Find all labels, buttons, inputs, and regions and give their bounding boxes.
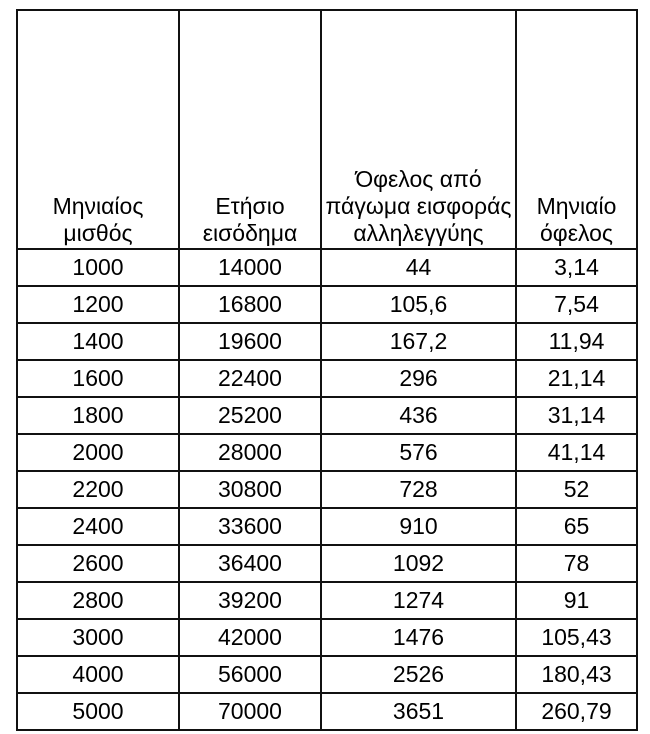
cell-monthly-benefit: 65 xyxy=(516,508,637,545)
cell-monthly-salary: 2400 xyxy=(17,508,179,545)
cell-annual-income: 39200 xyxy=(179,582,321,619)
cell-annual-income: 16800 xyxy=(179,286,321,323)
cell-monthly-salary: 4000 xyxy=(17,656,179,693)
cell-monthly-salary: 5000 xyxy=(17,693,179,730)
cell-monthly-benefit: 31,14 xyxy=(516,397,637,434)
cell-monthly-benefit: 260,79 xyxy=(516,693,637,730)
cell-monthly-salary: 2000 xyxy=(17,434,179,471)
cell-annual-income: 56000 xyxy=(179,656,321,693)
table-row xyxy=(17,286,637,323)
table-row xyxy=(17,323,637,360)
cell-solidarity-freeze-benefit: 105,6 xyxy=(321,286,516,323)
cell-annual-income: 22400 xyxy=(179,360,321,397)
cell-solidarity-freeze-benefit: 1274 xyxy=(321,582,516,619)
cell-annual-income: 36400 xyxy=(179,545,321,582)
cell-annual-income: 25200 xyxy=(179,397,321,434)
header-monthly-benefit: Μηνιαίο όφελος xyxy=(516,10,637,249)
cell-monthly-salary: 1000 xyxy=(17,249,179,286)
cell-monthly-benefit: 180,43 xyxy=(516,656,637,693)
cell-monthly-benefit: 41,14 xyxy=(516,434,637,471)
cell-annual-income: 42000 xyxy=(179,619,321,656)
cell-solidarity-freeze-benefit: 576 xyxy=(321,434,516,471)
table-row xyxy=(17,656,637,693)
cell-monthly-salary: 2800 xyxy=(17,582,179,619)
cell-monthly-benefit: 91 xyxy=(516,582,637,619)
cell-solidarity-freeze-benefit: 1092 xyxy=(321,545,516,582)
cell-monthly-salary: 1600 xyxy=(17,360,179,397)
cell-solidarity-freeze-benefit: 44 xyxy=(321,249,516,286)
cell-annual-income: 14000 xyxy=(179,249,321,286)
cell-solidarity-freeze-benefit: 728 xyxy=(321,471,516,508)
table-row xyxy=(17,397,637,434)
cell-monthly-benefit: 21,14 xyxy=(516,360,637,397)
table-row xyxy=(17,434,637,471)
salary-benefit-table xyxy=(16,9,638,731)
cell-monthly-salary: 3000 xyxy=(17,619,179,656)
header-solidarity-freeze-benefit: Όφελος από πάγωμα εισφοράς αλληλεγγύης xyxy=(321,10,516,249)
header-monthly-salary: Μηνιαίος μισθός xyxy=(17,10,179,249)
table-body xyxy=(17,249,637,730)
cell-solidarity-freeze-benefit: 2526 xyxy=(321,656,516,693)
cell-monthly-benefit: 52 xyxy=(516,471,637,508)
cell-monthly-benefit: 105,43 xyxy=(516,619,637,656)
cell-solidarity-freeze-benefit: 296 xyxy=(321,360,516,397)
table-row xyxy=(17,582,637,619)
cell-monthly-benefit: 3,14 xyxy=(516,249,637,286)
header-row xyxy=(17,10,637,249)
header-annual-income: Ετήσιο εισόδημα xyxy=(179,10,321,249)
cell-monthly-salary: 1800 xyxy=(17,397,179,434)
cell-monthly-salary: 1400 xyxy=(17,323,179,360)
cell-solidarity-freeze-benefit: 1476 xyxy=(321,619,516,656)
cell-monthly-benefit: 7,54 xyxy=(516,286,637,323)
table-row xyxy=(17,619,637,656)
cell-solidarity-freeze-benefit: 3651 xyxy=(321,693,516,730)
cell-monthly-salary: 2200 xyxy=(17,471,179,508)
cell-annual-income: 30800 xyxy=(179,471,321,508)
cell-annual-income: 33600 xyxy=(179,508,321,545)
cell-solidarity-freeze-benefit: 167,2 xyxy=(321,323,516,360)
cell-monthly-benefit: 78 xyxy=(516,545,637,582)
cell-monthly-salary: 2600 xyxy=(17,545,179,582)
table-row xyxy=(17,508,637,545)
table-row xyxy=(17,249,637,286)
table-row xyxy=(17,360,637,397)
cell-solidarity-freeze-benefit: 910 xyxy=(321,508,516,545)
cell-annual-income: 19600 xyxy=(179,323,321,360)
cell-monthly-benefit: 11,94 xyxy=(516,323,637,360)
cell-annual-income: 70000 xyxy=(179,693,321,730)
cell-solidarity-freeze-benefit: 436 xyxy=(321,397,516,434)
table-row xyxy=(17,693,637,730)
cell-annual-income: 28000 xyxy=(179,434,321,471)
table-row xyxy=(17,545,637,582)
table-header xyxy=(17,10,637,249)
table-row xyxy=(17,471,637,508)
cell-monthly-salary: 1200 xyxy=(17,286,179,323)
